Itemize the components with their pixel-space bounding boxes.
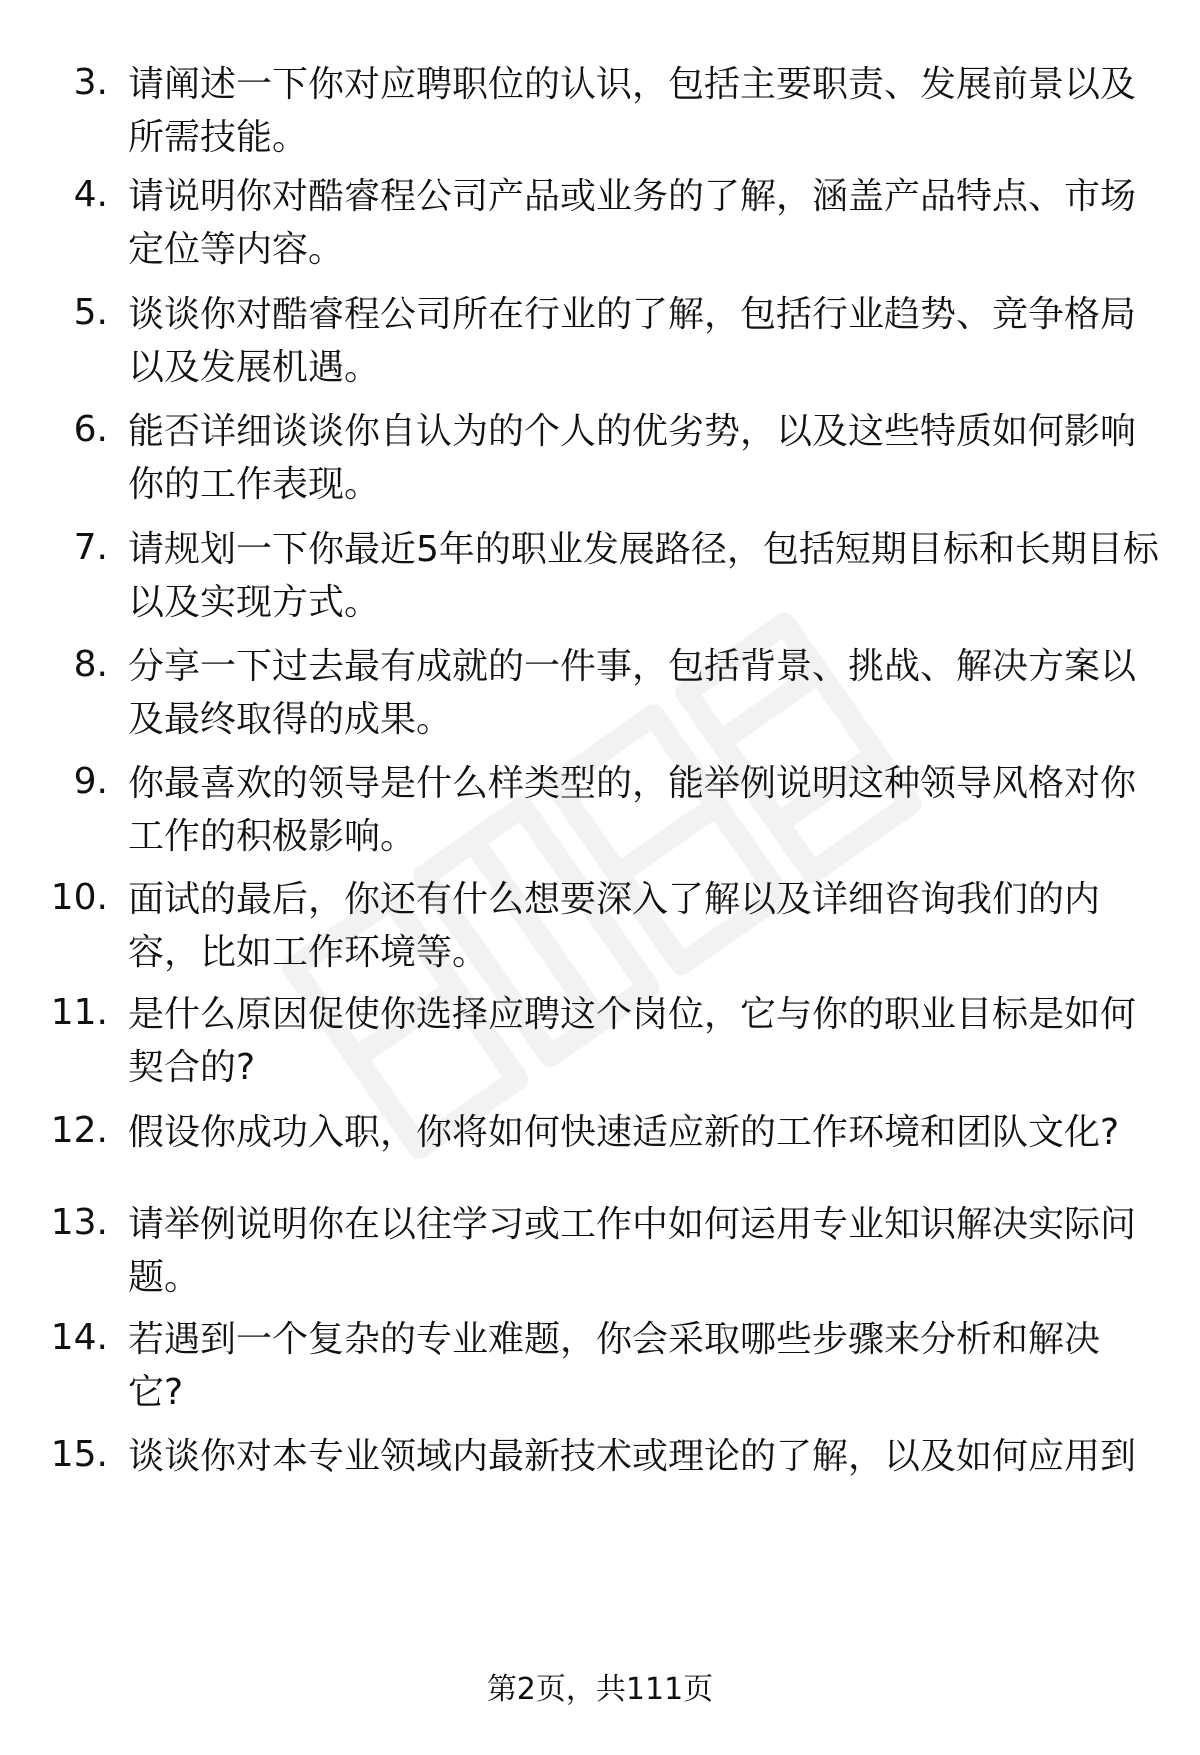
question-number: 5.: [73, 292, 108, 333]
question-number: 13.: [50, 1202, 108, 1243]
question-number: 9.: [73, 761, 108, 802]
question-number: 3.: [73, 62, 108, 103]
question-line: 容，比如工作环境等。: [128, 932, 489, 973]
question-text: [128, 58, 1173, 164]
question-number: 4.: [73, 174, 108, 215]
question-line: 分享一下过去最有成就的一件事，包括背景、挑战、解决方案以: [128, 646, 1137, 687]
question-text: [128, 640, 1173, 746]
question-line: 谈谈你对酷睿程公司所在行业的了解，包括行业趋势、竞争格局: [128, 294, 1137, 335]
question-number: 8.: [73, 644, 108, 685]
question-number: 14.: [50, 1317, 108, 1358]
question-text: [128, 1313, 1173, 1419]
question-number: 10.: [50, 877, 108, 918]
question-line: 请阐述一下你对应聘职位的认识，包括主要职责、发展前景以及: [128, 64, 1137, 105]
question-text: [128, 873, 1173, 979]
question-line: 请举例说明你在以往学习或工作中如何运用专业知识解决实际问: [128, 1204, 1137, 1245]
question-line: 所需技能。: [128, 117, 309, 158]
question-text: [128, 288, 1173, 394]
question-line: 假设你成功入职，你将如何快速适应新的工作环境和团队文化?: [128, 1112, 1120, 1153]
question-line: 请说明你对酷睿程公司产品或业务的了解，涵盖产品特点、市场: [128, 176, 1137, 217]
question-text: [128, 170, 1173, 276]
question-text: [128, 1430, 1173, 1483]
question-line: 若遇到一个复杂的专业难题，你会采取哪些步骤来分析和解决: [128, 1319, 1101, 1360]
question-line: 以及实现方式。: [128, 582, 381, 623]
question-line: 契合的?: [128, 1047, 256, 1088]
question-line: 它?: [128, 1372, 184, 1413]
question-line: 面试的最后，你还有什么想要深入了解以及详细咨询我们的内: [128, 879, 1101, 920]
question-line: 工作的积极影响。: [128, 816, 417, 857]
question-number: 12.: [50, 1110, 108, 1151]
question-number: 15.: [50, 1434, 108, 1475]
question-line: 题。: [128, 1257, 201, 1298]
question-line: 以及发展机遇。: [128, 347, 381, 388]
question-number: 11.: [50, 992, 108, 1033]
question-text: [128, 1106, 1173, 1159]
question-text: [128, 988, 1173, 1094]
question-line: 定位等内容。: [128, 229, 345, 270]
question-line: 你最喜欢的领导是什么样类型的，能举例说明这种领导风格对你: [128, 763, 1137, 804]
question-text: [128, 757, 1173, 863]
question-line: 谈谈你对本专业领域内最新技术或理论的了解，以及如何应用到: [128, 1436, 1137, 1477]
question-text: [128, 523, 1173, 629]
question-number: 7.: [73, 527, 108, 568]
question-line: 及最终取得的成果。: [128, 699, 453, 740]
question-number: 6.: [73, 409, 108, 450]
question-line: 你的工作表现。: [128, 464, 381, 505]
question-line: 是什么原因促使你选择应聘这个岗位，它与你的职业目标是如何: [128, 994, 1137, 1035]
page-footer: 第2页，共111页: [486, 1672, 714, 1707]
question-text: [128, 405, 1173, 511]
question-line: 能否详细谈谈你自认为的个人的优劣势，以及这些特质如何影响: [128, 411, 1137, 452]
question-text: [128, 1198, 1173, 1304]
question-line: 请规划一下你最近5年的职业发展路径，包括短期目标和长期目标: [128, 529, 1159, 570]
